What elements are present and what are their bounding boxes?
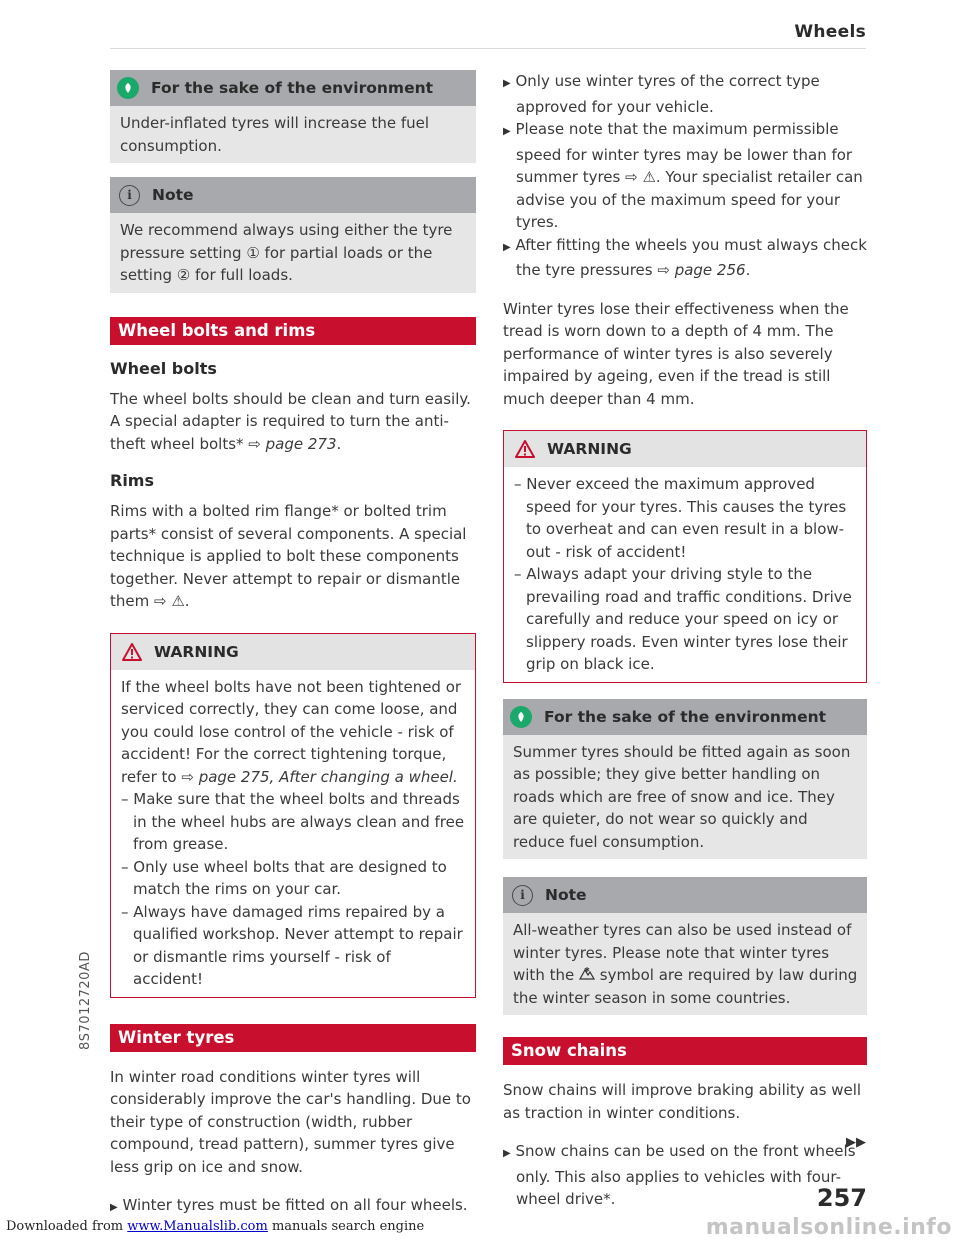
warning-item: – Always adapt your driving style to the prevailing road and traffic conditions. Drive carefully and reduce your speed on icy or slippery roads. Even winter tyres lose their grip on black ice. bbox=[514, 565, 852, 673]
warning-box-body bbox=[111, 670, 475, 997]
winter-tyres-text: In winter road conditions winter tyres will considerably improve the car's handling. Due to their type of construction (width, rubber compound, tread pattern), summer tyres give less grip on ice and snow. bbox=[110, 1067, 471, 1176]
snowflake-mountain-icon bbox=[579, 966, 595, 984]
warning-item: – Never exceed the maximum approved speed for your tyres. This causes the tyres to overheat and can even result in a blow-out - risk of accident! bbox=[514, 475, 847, 561]
warning-box bbox=[110, 633, 476, 998]
winter-tyres-bullet: ▶ Winter tyres must be fitted on all four wheels. bbox=[110, 1196, 468, 1214]
warning-box-heading: WARNING bbox=[154, 642, 239, 661]
header-rule bbox=[110, 48, 866, 49]
environment-box bbox=[503, 699, 867, 860]
bullet-item: ▶ After fitting the wheels you must always check the tyre pressures ⇨ page 256. bbox=[503, 235, 867, 279]
info-icon: i bbox=[512, 885, 533, 906]
warning-box-header bbox=[111, 634, 475, 670]
note-box-body: We recommend always using either the tyre pressure setting ① for partial loads or the setting ② for full loads. bbox=[110, 213, 476, 293]
rims-heading: Rims bbox=[110, 471, 154, 490]
page-header-title: Wheels bbox=[794, 22, 866, 42]
warning-item: – Make sure that the wheel bolts and threads in the wheel hubs are always clean and free from grease. bbox=[121, 790, 465, 853]
note-box-heading: Note bbox=[152, 186, 194, 204]
bullet-arrow-icon: ▶ bbox=[503, 241, 511, 253]
environment-box-header bbox=[110, 70, 476, 106]
section-winter-tyres: Winter tyres bbox=[110, 1024, 476, 1052]
note-box-header bbox=[503, 877, 867, 913]
bullet-item: ▶ Only use winter tyres of the correct type approved for your vehicle. bbox=[503, 72, 820, 116]
warning-box-header bbox=[504, 431, 866, 467]
warning-item: – Only use wheel bolts that are designed to match the rims on your car. bbox=[121, 857, 447, 898]
leaf-icon bbox=[117, 77, 139, 99]
warning-item: – Always have damaged rims repaired by a qualified workshop. Never attempt to repair or dismantle rims yourself - risk of accident! bbox=[121, 902, 463, 988]
page-reference-link[interactable]: page 273 bbox=[265, 434, 337, 453]
warning-box bbox=[503, 430, 867, 683]
bullet-item: ▶ Please note that the maximum permissible speed for winter tyres may be lower than for summer tyres ⇨ ⚠. Your specialist retailer can advise you of the maximum speed for your tyres. bbox=[503, 120, 863, 231]
page-reference-link[interactable]: page 275, After changing a wheel. bbox=[198, 767, 458, 786]
continue-arrow-icon: ▶▶ bbox=[846, 1135, 866, 1150]
environment-box-heading: For the sake of the environment bbox=[151, 79, 434, 97]
note-box-header bbox=[110, 177, 476, 213]
download-footer: Downloaded from www.Manualslib.com manuals search engine bbox=[6, 1219, 425, 1234]
document-code: 8S7012720AD bbox=[78, 951, 93, 1050]
bullet-arrow-icon: ▶ bbox=[503, 126, 511, 137]
page-reference-link[interactable]: page 256 bbox=[674, 261, 746, 279]
bullet-arrow-icon: ▶ bbox=[110, 1202, 118, 1213]
snow-chains-text: Snow chains will improve braking ability as well as traction in winter conditions. bbox=[503, 1081, 862, 1122]
environment-box bbox=[110, 70, 476, 163]
page-number: 257 bbox=[816, 1184, 867, 1212]
warning-triangle-icon bbox=[122, 643, 142, 661]
bullet-arrow-icon: ▶ bbox=[503, 78, 511, 89]
wheel-bolts-heading: Wheel bolts bbox=[110, 358, 217, 378]
note-box-body: All-weather tyres can also be used instead of winter tyres. Please note that winter tyres with the symbol are required by law during the winter season in some countries. bbox=[503, 913, 867, 1015]
warning-triangle-icon bbox=[515, 440, 535, 458]
bullet-arrow-icon: ▶ bbox=[503, 1148, 511, 1159]
warning-box-heading: WARNING bbox=[547, 440, 632, 458]
note-box-heading: Note bbox=[545, 886, 587, 904]
note-box bbox=[503, 877, 867, 1015]
right-column bbox=[503, 70, 867, 1211]
section-snow-chains: Snow chains bbox=[503, 1037, 867, 1065]
environment-box-body: Summer tyres should be fitted again as soon as possible; they give better handling on roads which are free of snow and ice. They are quieter, do not wear so quickly and reduce fuel consumption. bbox=[503, 735, 867, 860]
leaf-icon bbox=[510, 706, 532, 728]
warning-intro: If the wheel bolts have not been tightened or serviced correctly, they can come loose, and you could lose control of the vehicle - risk of accident! For the correct tightening torque, refer to ⇨ page 275, After changing a wheel. bbox=[121, 677, 462, 786]
note-box bbox=[110, 177, 476, 293]
manualslib-link[interactable]: www.Manualslib.com bbox=[127, 1219, 268, 1234]
wheel-bolts-text: The wheel bolts should be clean and turn easily. A special adapter is required to turn the anti-theft wheel bolts* ⇨ page 273. bbox=[110, 389, 471, 453]
environment-box-body: Under-inflated tyres will increase the fuel consumption. bbox=[110, 106, 476, 163]
info-icon: i bbox=[119, 185, 140, 206]
section-wheel-bolts-rims: Wheel bolts and rims bbox=[110, 317, 476, 345]
environment-box-header bbox=[503, 699, 867, 735]
watermark: manualsonline.info bbox=[705, 1215, 952, 1240]
warning-box-body bbox=[504, 467, 866, 682]
environment-box-heading: For the sake of the environment bbox=[544, 707, 827, 726]
rims-text: Rims with a bolted rim flange* or bolted trim parts* consist of several components. A special technique is applied to bolt these components together. Never attempt to repair or dismantle them ⇨ ⚠. bbox=[110, 502, 467, 610]
snow-chains-bullet: ▶ Snow chains can be used on the front wheels only. This also applies to vehicles with four-wheel drive*. bbox=[503, 1142, 856, 1208]
left-column bbox=[110, 70, 476, 1220]
winter-effectiveness-text: Winter tyres lose their effectiveness when the tread is worn down to a depth of 4 mm. The performance of winter tyres is also severely impaired by ageing, even if the tread is still much deeper than 4 mm. bbox=[503, 299, 849, 408]
